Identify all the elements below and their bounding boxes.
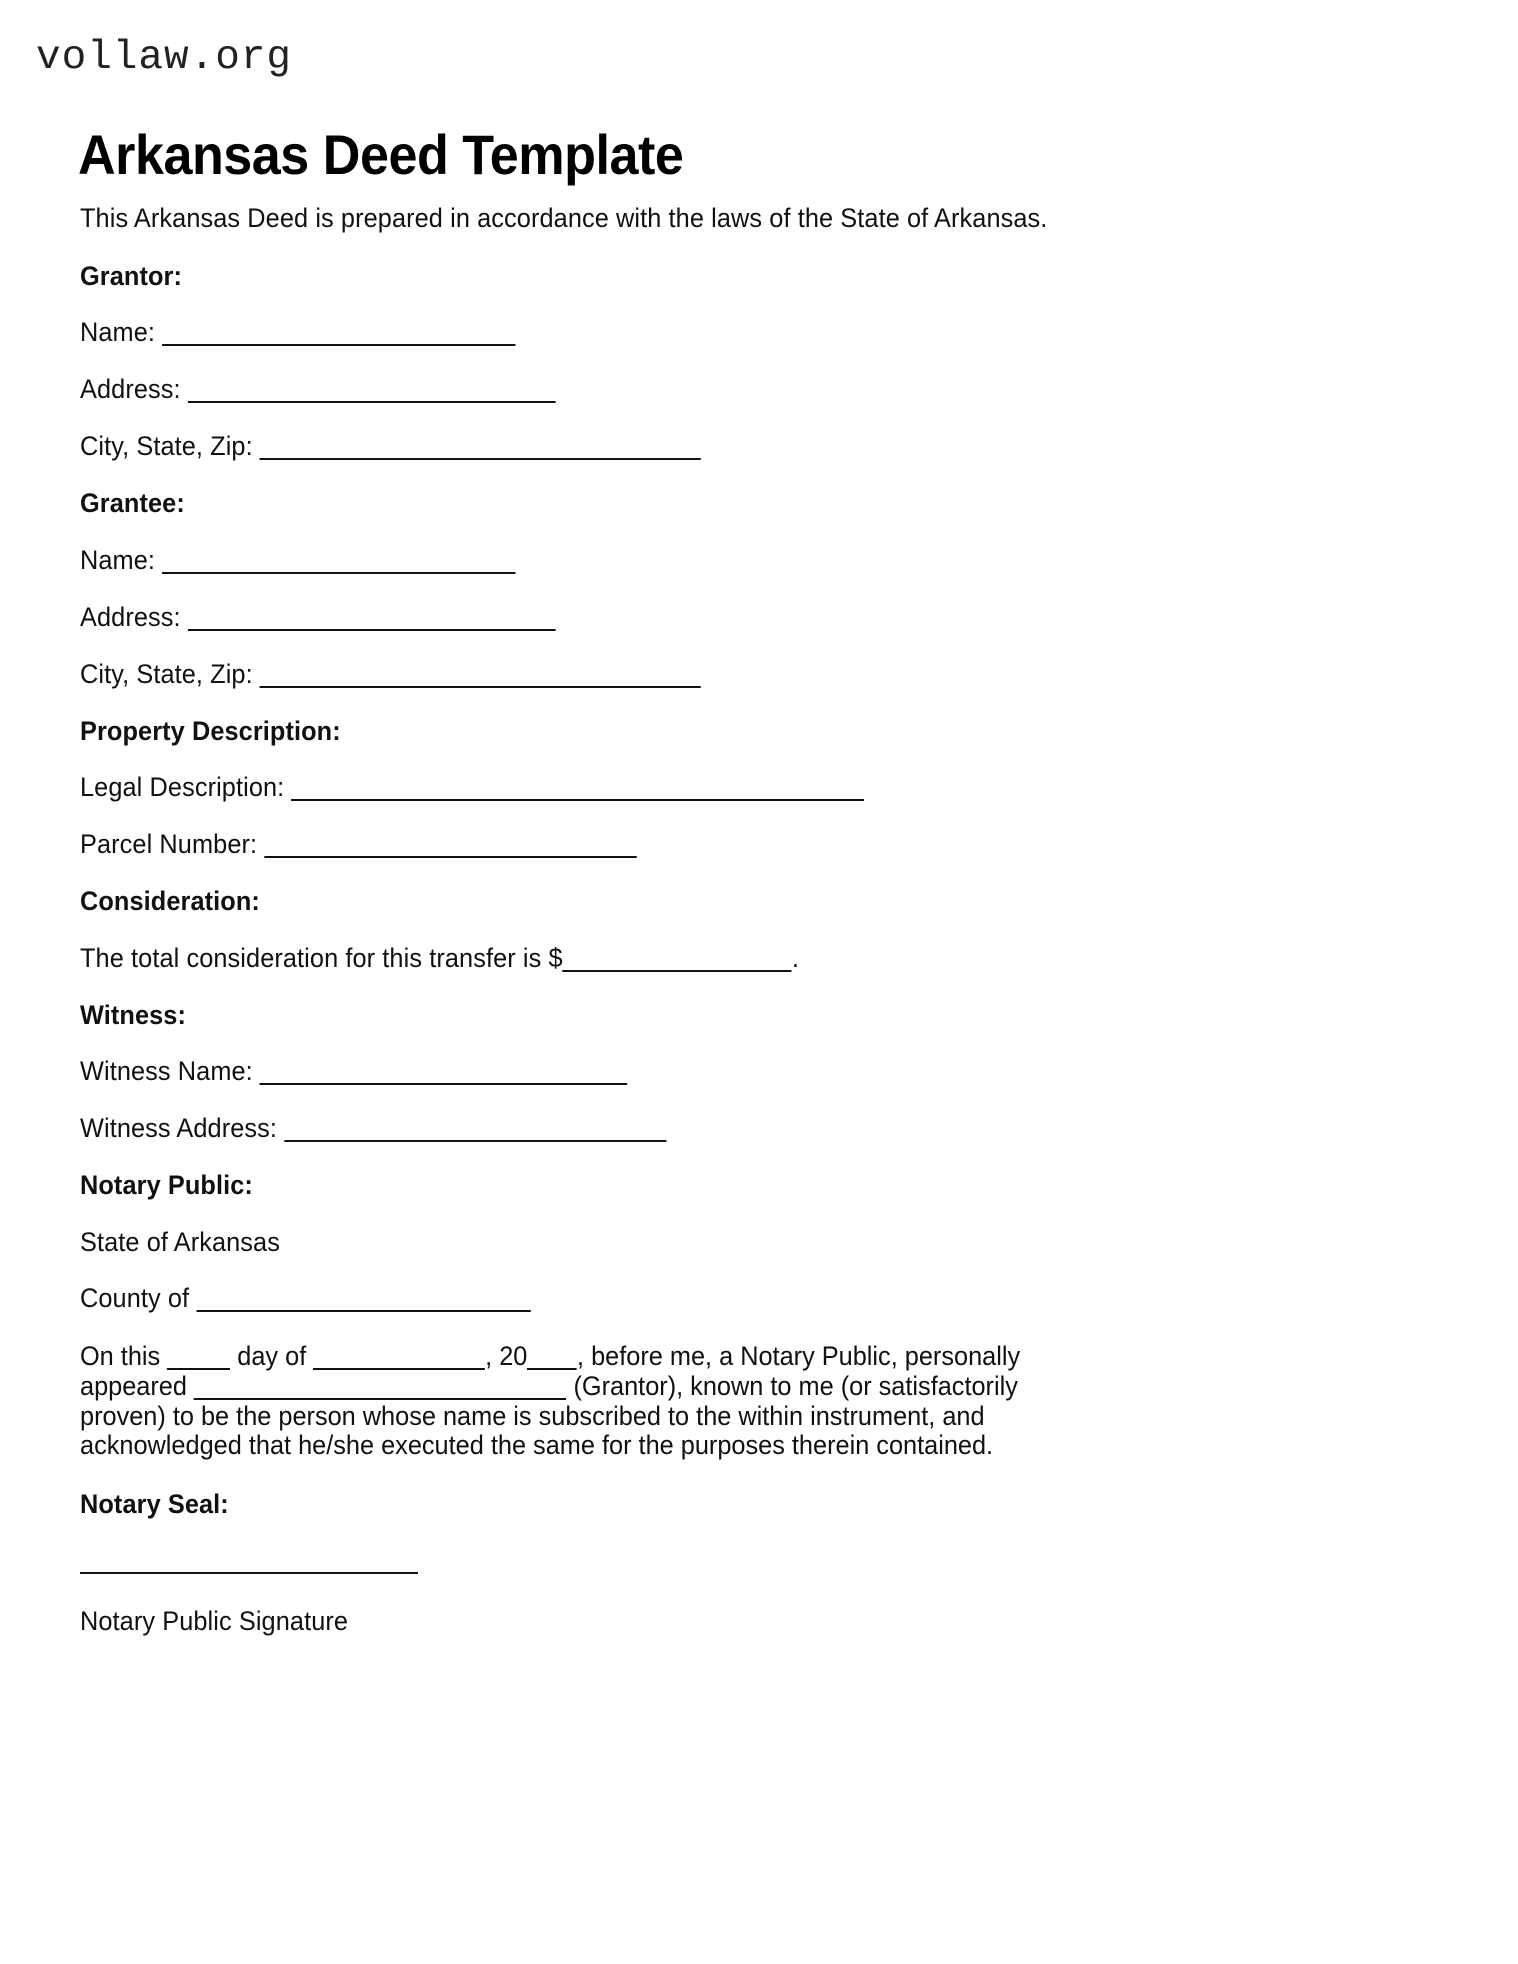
consideration-text-before: The total consideration for this transfer is $: [80, 942, 563, 973]
grantee-city-state-zip-label: City, State, Zip:: [80, 658, 260, 689]
witness-name-blank[interactable]: [260, 1083, 628, 1085]
acknowledgement-line-1: [80, 1342, 1322, 1372]
witness-address-field: [80, 1115, 1360, 1142]
consideration-text-after: .: [791, 942, 799, 973]
witness-name-field: [80, 1058, 1360, 1085]
grantor-city-state-zip-blank[interactable]: [260, 458, 701, 460]
legal-description-blank[interactable]: [291, 799, 864, 801]
grantee-name-field: [80, 544, 1360, 575]
ack-text-grantor-known: (Grantor), known to me (or satisfactorily: [566, 1370, 1018, 1401]
ack-month-blank[interactable]: [313, 1368, 485, 1370]
grantee-city-state-zip-blank[interactable]: [260, 686, 701, 688]
ack-grantor-name-blank[interactable]: [194, 1398, 566, 1400]
county-of-field: [80, 1285, 1360, 1312]
section-heading-grantee: Grantee:: [80, 488, 185, 518]
ack-text-appeared: appeared: [80, 1370, 194, 1401]
grantee-address-blank[interactable]: [188, 629, 556, 631]
section-heading-property-description: Property Description:: [80, 715, 341, 746]
grantee-address-field: [80, 601, 1360, 632]
section-heading-grantor: Grantor:: [80, 260, 183, 291]
ack-text-on-this: On this: [80, 1341, 168, 1371]
ack-year-blank[interactable]: [527, 1368, 577, 1370]
section-heading-notary-seal: Notary Seal:: [80, 1489, 229, 1520]
witness-name-label: Witness Name:: [80, 1056, 260, 1086]
section-heading-consideration: Consideration:: [80, 886, 260, 916]
ack-text-year-prefix: , 20: [485, 1341, 528, 1371]
intro-paragraph: This Arkansas Deed is prepared in accordance with the laws of the State of Arkansas.: [80, 203, 1048, 233]
legal-description-label: Legal Description:: [80, 772, 292, 802]
legal-description-field: [80, 774, 1360, 801]
section-heading-notary-public: Notary Public:: [80, 1170, 253, 1200]
witness-address-label: Witness Address:: [80, 1113, 285, 1143]
grantor-city-state-zip-field: [80, 433, 1360, 460]
acknowledgement-line-4: acknowledged that he/she executed the same for the purposes therein contained.: [80, 1430, 994, 1461]
grantee-name-label: Name:: [80, 544, 163, 575]
grantor-name-blank[interactable]: [162, 344, 515, 346]
county-of-blank[interactable]: [196, 1310, 530, 1312]
grantor-address-label: Address:: [80, 374, 188, 404]
acknowledgement-line-3: proven) to be the person whose name is subscribed to the within instrument, and: [80, 1400, 985, 1431]
notary-acknowledgement-paragraph: [80, 1342, 1322, 1461]
consideration-amount-field: [80, 942, 1360, 973]
site-brand-watermark: vollaw.org: [36, 35, 293, 81]
acknowledgement-line-2: [80, 1372, 1322, 1402]
section-heading-witness: Witness:: [80, 999, 187, 1030]
notary-signature-rule[interactable]: [80, 1572, 418, 1574]
grantor-city-state-zip-label: City, State, Zip:: [80, 431, 260, 461]
county-of-label: County of: [80, 1283, 197, 1313]
page-title: Arkansas Deed Template: [78, 122, 684, 186]
grantee-city-state-zip-field: [80, 658, 1360, 689]
grantee-address-label: Address:: [80, 601, 188, 632]
notary-public-signature-label: Notary Public Signature: [80, 1605, 349, 1636]
ack-day-blank[interactable]: [167, 1368, 230, 1370]
grantor-address-field: [80, 376, 1360, 403]
consideration-amount-blank[interactable]: [563, 970, 792, 972]
parcel-number-field: [80, 831, 1360, 858]
grantor-address-blank[interactable]: [188, 401, 556, 403]
parcel-number-label: Parcel Number:: [80, 829, 265, 859]
grantee-name-blank[interactable]: [162, 572, 515, 574]
grantor-name-field: [80, 319, 1360, 346]
document-body: [80, 205, 1420, 1664]
grantor-name-label: Name:: [80, 317, 163, 347]
state-of-arkansas-text: State of Arkansas: [80, 1226, 280, 1257]
ack-text-day-of: day of: [230, 1341, 314, 1371]
witness-address-blank[interactable]: [284, 1140, 666, 1142]
parcel-number-blank[interactable]: [264, 856, 636, 858]
ack-text-before-me: , before me, a Notary Public, personally: [577, 1341, 1021, 1371]
